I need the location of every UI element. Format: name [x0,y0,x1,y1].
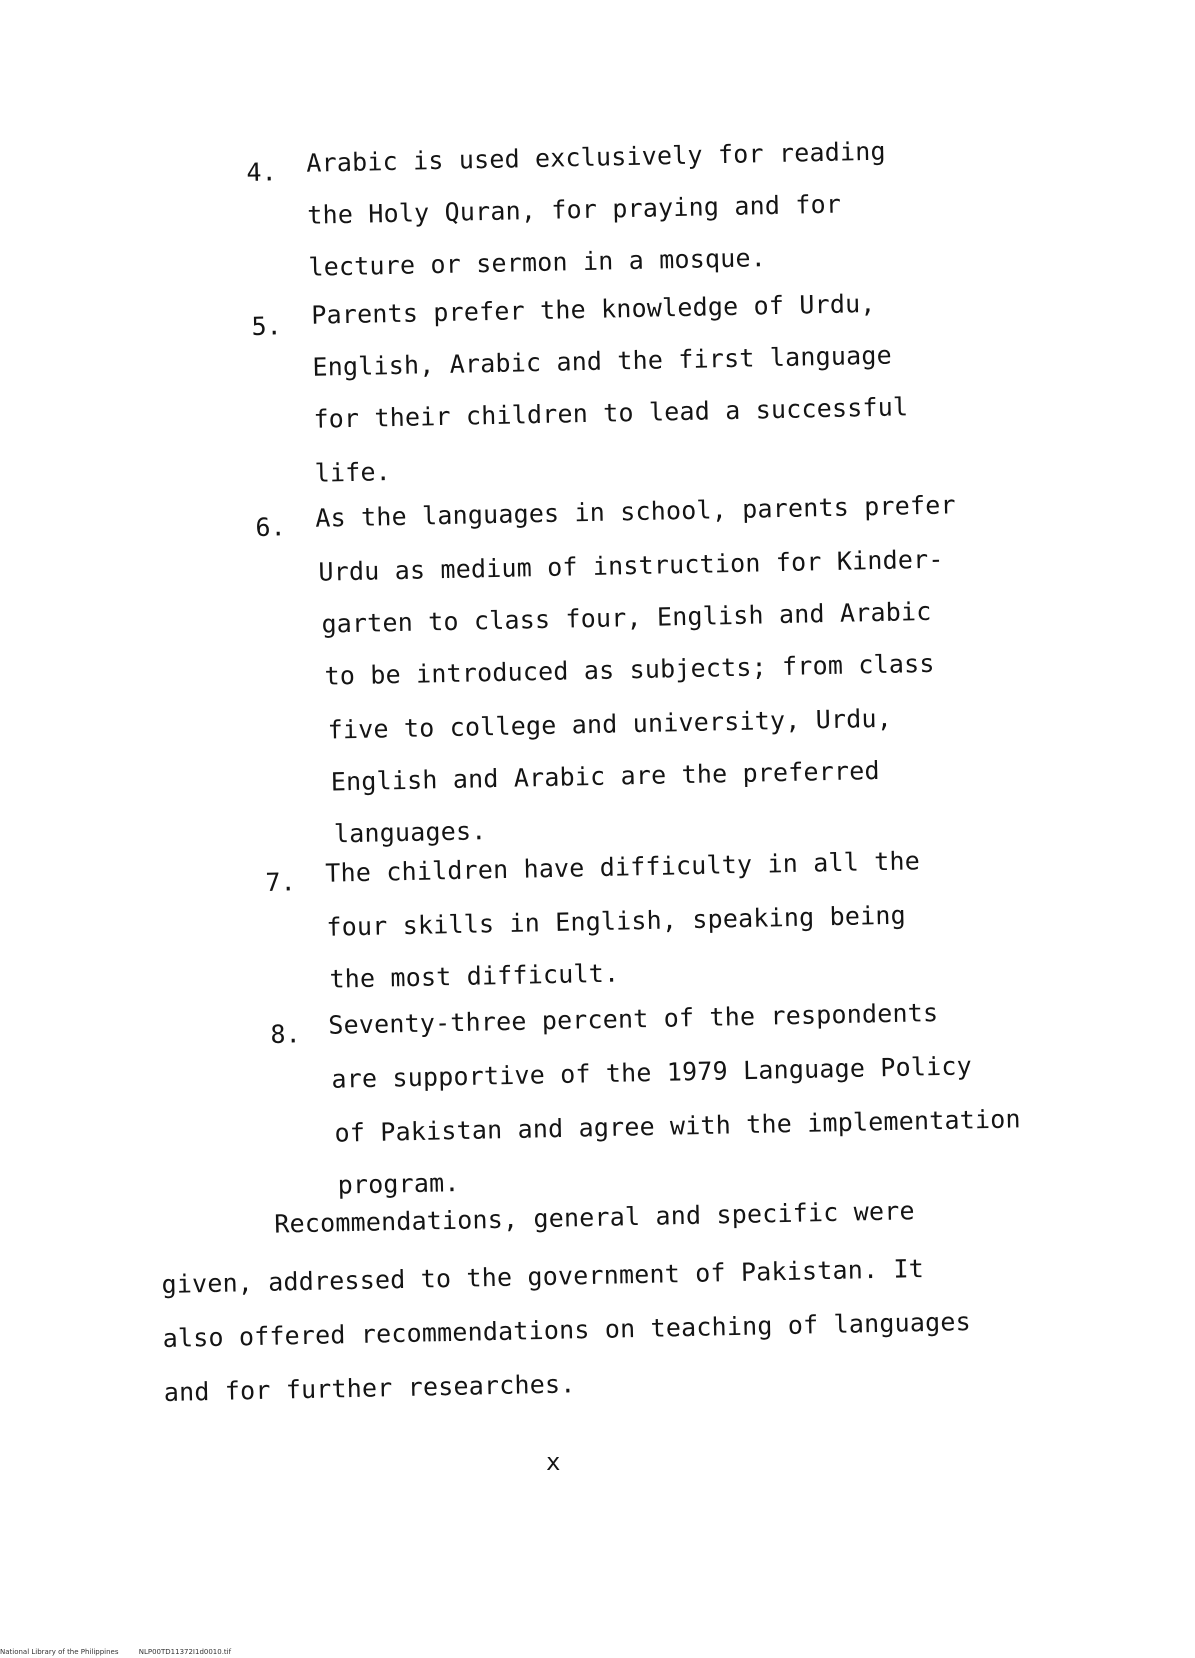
item-number: 5. [251,311,282,341]
paragraph-line: given, addressed to the government of Pakistan. It [161,1254,925,1299]
item-line: five to college and university, Urdu, [327,703,893,745]
page-number: x [546,1448,561,1476]
paragraph-line: also offered recommendations on teaching of languages [162,1307,972,1353]
item-number: 7. [265,867,296,897]
item-line: to be introduced as subjects; from class [324,648,935,691]
footer-file-id: NLP00TD11372I1d0010.tif [138,1648,232,1656]
item-line: of Pakistan and agree with the implementation [334,1104,1022,1148]
item-line: the Holy Quran, for praying and for [307,189,842,230]
item-line: program. [337,1168,460,1200]
item-number: 4. [246,157,277,187]
paragraph-line: and for further researches. [163,1369,576,1407]
footer-library: National Library of the Philippines [0,1648,119,1656]
scan-footer [0,1648,249,1656]
item-line: the most difficult. [329,958,620,994]
item-number: 6. [255,512,286,542]
item-line: for their children to lead a successful [313,392,909,434]
item-line: lecture or sermon in a mosque. [308,243,767,282]
item-line: languages. [333,816,487,849]
item-line: As the languages in school, parents prefer [314,490,957,533]
item-line: garten to class four, English and Arabic [321,596,932,639]
item-line: Arabic is used exclusively for reading [305,136,887,178]
item-line: Urdu as medium of instruction for Kinder- [318,544,944,587]
item-line: English and Arabic are the preferred [330,755,881,797]
item-number: 8. [270,1019,301,1049]
item-line: are supportive of the 1979 Language Policy [331,1051,973,1094]
item-line: life. [314,457,392,488]
item-line: four skills in English, speaking being [326,900,907,942]
item-line: The children have difficulty in all the [324,846,921,888]
item-line: Parents prefer the knowledge of Urdu, [311,288,876,330]
paragraph-line: Recommendations, general and specific were [273,1196,916,1239]
item-line: Seventy-three percent of the respondents [327,998,939,1040]
item-line: English, Arabic and the first language [312,340,893,382]
